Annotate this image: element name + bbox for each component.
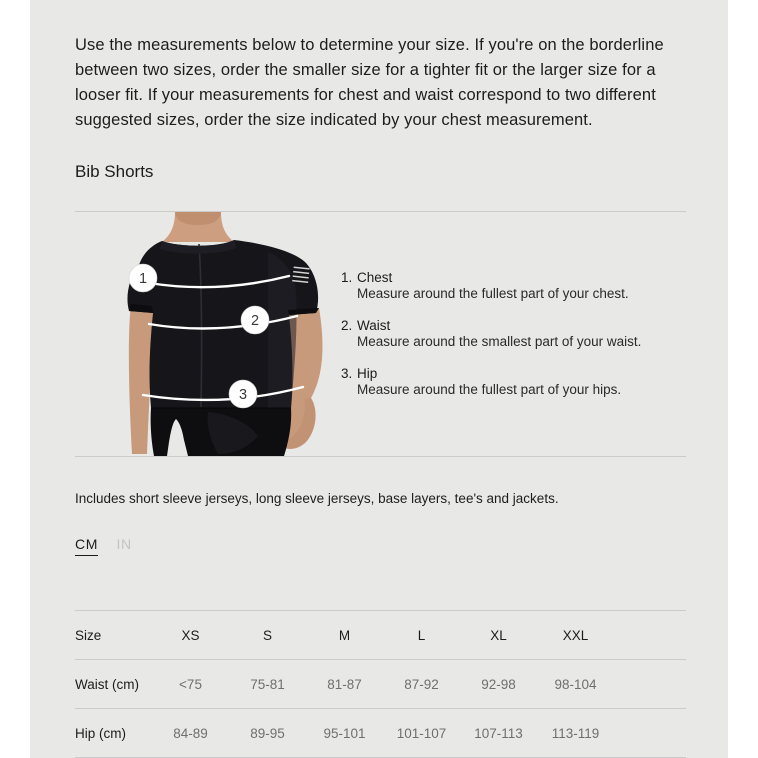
intro-paragraph: Use the measurements below to determine your size. If you're on the borderline between two sizes, order the smaller size for a tighter fit or the larger size for a looser fit. If your measurements for chest and waist correspond to two different suggested sizes, order the size indicated by your chest measurement. (75, 36, 664, 129)
measurement-number: 1. (341, 270, 353, 285)
measurement-name: Hip (357, 366, 378, 381)
measurement-item-chest (341, 270, 671, 302)
measurement-number: 2. (341, 318, 353, 333)
measurement-label (341, 318, 671, 334)
marker-1-label: 1 (138, 271, 148, 287)
size-table-hip-row (75, 709, 686, 758)
measurement-label (341, 270, 671, 286)
measurement-label (341, 366, 671, 382)
page-title: Bib Shorts (75, 162, 154, 181)
size-table-header-row (75, 611, 686, 660)
header-cell-size: Size (75, 627, 102, 643)
measurement-item-hip (341, 366, 671, 398)
waist-value-xs: <75 (179, 676, 202, 692)
header-cell-m: M (338, 627, 351, 643)
size-table-waist-row (75, 660, 686, 709)
section-divider (75, 456, 686, 457)
model-figure-svg (118, 212, 348, 456)
measurement-name: Waist (357, 318, 391, 333)
waist-value-xl: 92-98 (481, 676, 516, 692)
waist-value-m: 81-87 (327, 676, 362, 692)
header-cell-xxl: XXL (562, 627, 589, 643)
hip-value-xxl: 113-119 (551, 725, 600, 741)
measurement-instructions (341, 270, 671, 414)
measurement-description: Measure around the fullest part of your chest. (357, 286, 629, 301)
hip-value-m: 95-101 (323, 725, 366, 741)
row-label-hip: Hip (cm) (75, 725, 126, 741)
waist-value-l: 87-92 (404, 676, 439, 692)
waist-value-s: 75-81 (250, 676, 285, 692)
header-cell-xl: XL (490, 627, 507, 643)
row-label-waist: Waist (cm) (75, 676, 139, 692)
measurement-description: Measure around the fullest part of your hips. (357, 382, 622, 397)
measurement-number: 3. (341, 366, 353, 381)
measurement-item-waist (341, 318, 671, 350)
figure-section (75, 212, 686, 456)
header-cell-s: S (262, 627, 272, 643)
marker-3-label: 3 (238, 387, 248, 403)
unit-toggle (75, 536, 686, 561)
header-cell-xs: XS (181, 627, 200, 643)
measurement-description: Measure around the smallest part of your waist. (357, 334, 642, 349)
hip-value-xl: 107-113 (474, 725, 523, 741)
marker-2-label: 2 (250, 313, 260, 329)
waist-value-xxl: 98-104 (554, 676, 597, 692)
hip-value-xs: 84-89 (173, 725, 208, 741)
header-cell-l: L (417, 627, 426, 643)
unit-toggle-in[interactable]: IN (116, 536, 132, 552)
size-guide-panel (30, 0, 728, 758)
model-figure-illustration (118, 212, 348, 456)
hip-value-l: 101-107 (396, 725, 447, 741)
size-table (75, 610, 686, 758)
hip-value-s: 89-95 (250, 725, 285, 741)
size-guide-content (30, 0, 728, 758)
includes-note: Includes short sleeve jerseys, long sleeve jerseys, base layers, tee's and jackets. (75, 491, 559, 506)
unit-toggle-cm[interactable]: CM (75, 536, 98, 556)
measurement-name: Chest (357, 270, 393, 285)
